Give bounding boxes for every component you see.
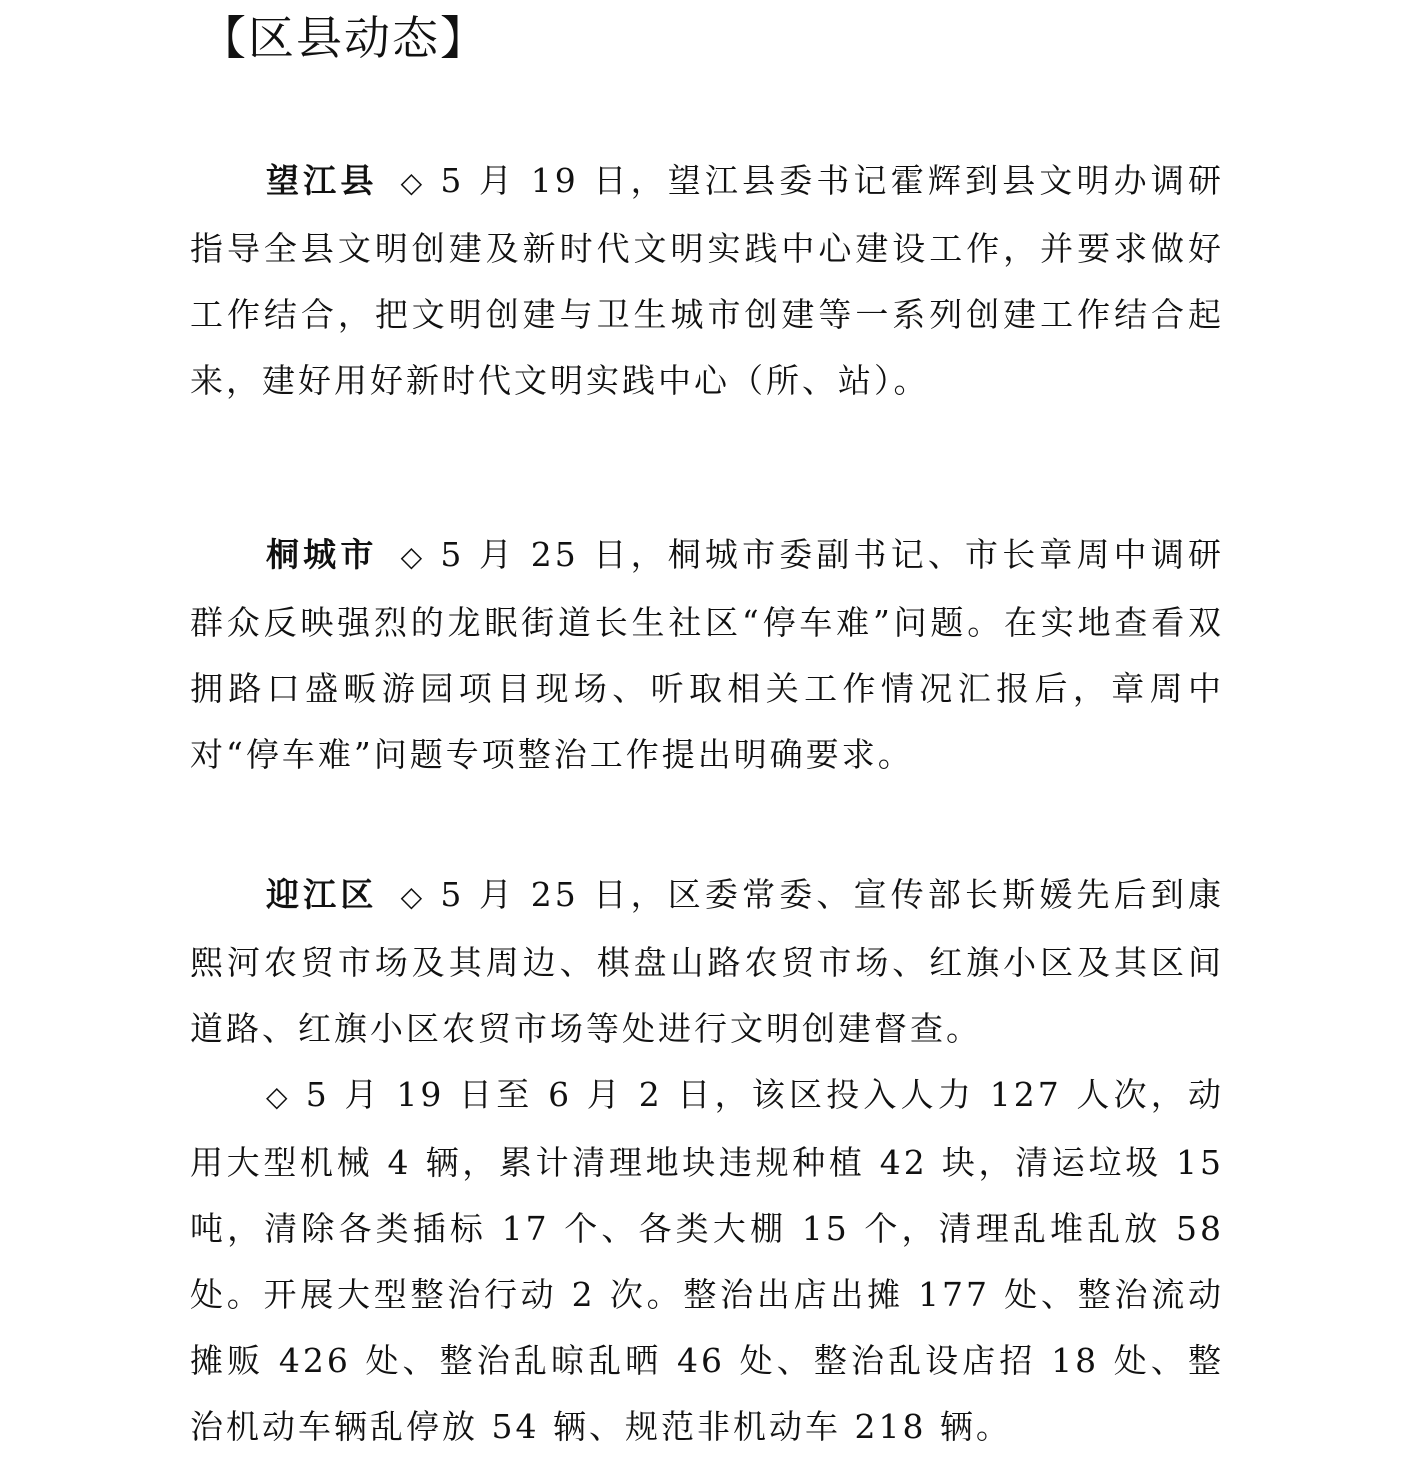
district-name: 望江县 — [266, 161, 378, 200]
news-entry-tongcheng — [190, 522, 1224, 788]
entry-text: 5 月 25 日，区委常委、宣传部长斯媛先后到康熙河农贸市场及其周边、棋盘山路农贸市场、红旗小区及其区间道路、红旗小区农贸市场等处进行文明创建督查。 — [190, 875, 1224, 1048]
diamond-bullet-icon: ◇ — [399, 880, 427, 913]
entry-text: 5 月 19 日，望江县委书记霍辉到县文明办调研指导全县文明创建及新时代文明实践中心建设工作，并要求做好工作结合，把文明创建与卫生城市创建等一系列创建工作结合起来，建好用好新时代文明实践中心（所、站）。 — [190, 161, 1224, 400]
diamond-bullet-icon: ◇ — [266, 1080, 292, 1113]
entry-text: 5 月 25 日，桐城市委副书记、市长章周中调研群众反映强烈的龙眠街道长生社区“停车难”问题。在实地查看双拥路口盛畈游园项目现场、听取相关工作情况汇报后，章周中对“停车难”问题专项整治工作提出明确要求。 — [190, 535, 1224, 774]
news-entry-yingjiang-cleanup — [190, 1062, 1224, 1460]
diamond-bullet-icon: ◇ — [399, 540, 427, 573]
entry-text: 5 月 19 日至 6 月 2 日，该区投入人力 127 人次，动用大型机械 4 辆，累计清理地块违规种植 42 块，清运垃圾 15 吨，清除各类插标 17 个、各类大棚 15 个，清理乱堆乱放 58 处。开展大型整治行动 2 次。整治出店出摊 177 处、整治流动摊贩 426 处、整治乱晾乱晒 46 处、整治乱设店招 18 处、整治机动车辆乱停放 54 辆、规范非机动车 218 辆。 — [190, 1075, 1224, 1446]
news-entry-wangjiang — [190, 148, 1224, 414]
district-name: 桐城市 — [266, 535, 378, 574]
district-name: 迎江区 — [266, 875, 378, 914]
section-title: 【区县动态】 — [200, 11, 488, 65]
diamond-bullet-icon: ◇ — [399, 166, 427, 199]
news-entry-yingjiang — [190, 862, 1224, 1062]
